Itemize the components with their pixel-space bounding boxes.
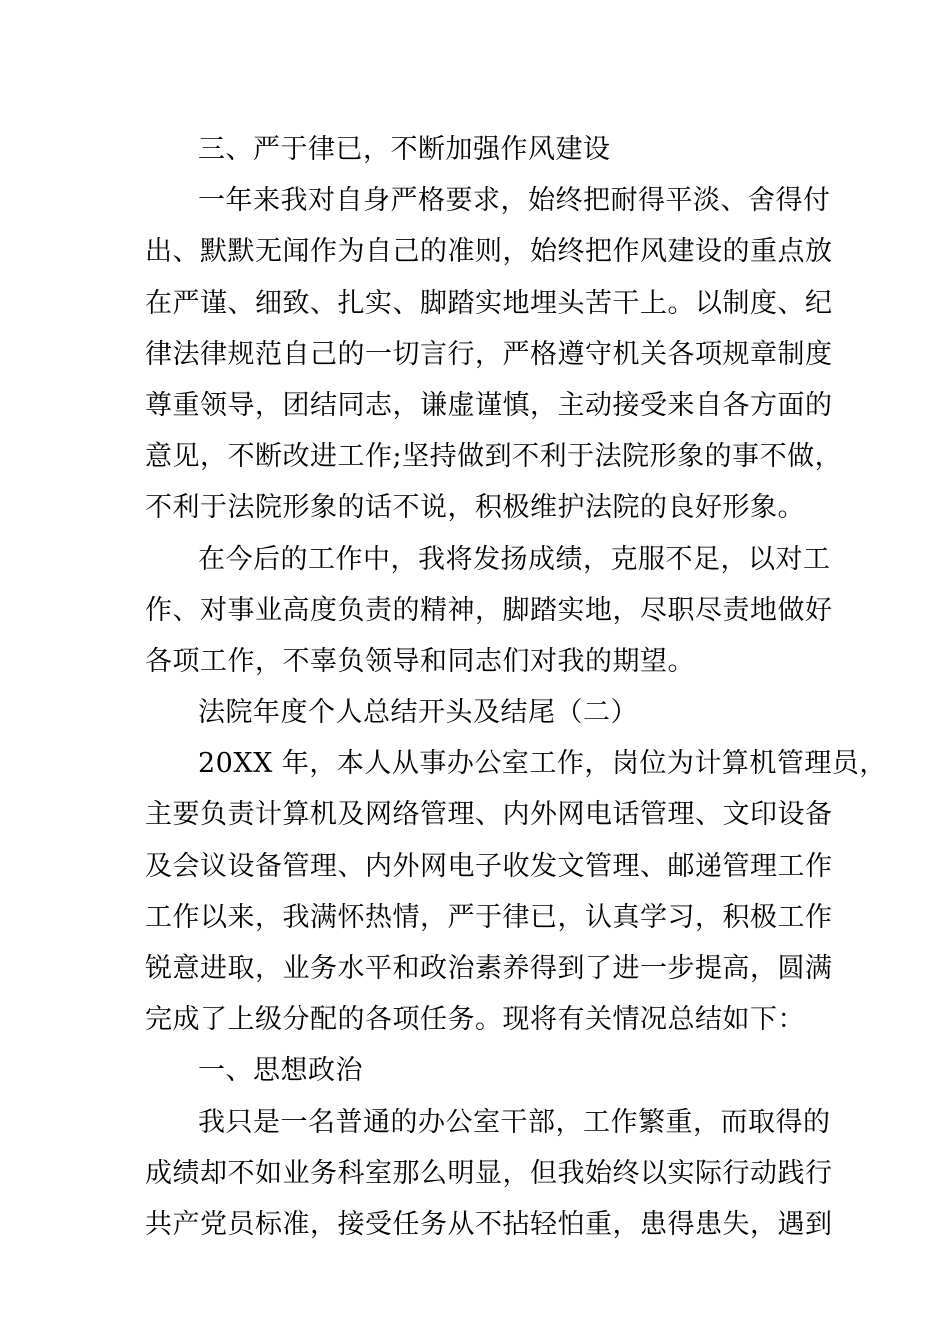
paragraph-line: 一年来我对自身严格要求，始终把耐得平淡、舍得付: [198, 185, 831, 217]
paragraph-line: 出、默默无闻作为自己的准则，始终把作风建设的重点放: [145, 236, 833, 268]
section-heading: 三、严于律已，不断加强作风建设: [198, 134, 611, 165]
paragraph-line: 不利于法院形象的话不说，积极维护法院的良好形象。: [145, 492, 805, 524]
paragraph-line: 锐意进取，业务水平和政治素养得到了进一步提高，圆满: [145, 953, 833, 984]
paragraph-line: 工作以来，我满怀热情，严于律已，认真学习，积极工作: [145, 901, 833, 933]
paragraph-line: 作、对事业高度负责的精神，脚踏实地，尽职尽责地做好: [145, 594, 833, 626]
paragraph-line: 在今后的工作中，我将发扬成绩，克服不足，以对工: [198, 543, 831, 575]
paragraph-line: 在严谨、细致、扎实、脚踏实地埋头苦干上。以制度、纪: [145, 287, 833, 319]
paragraph-line: 律法律规范自己的一切言行，严格遵守机关各项规章制度: [145, 338, 833, 370]
paragraph-line: 及会议设备管理、内外网电子收发文管理、邮递管理工作: [145, 850, 833, 882]
paragraph-line: 尊重领导，团结同志，谦虚谨慎，主动接受来自各方面的: [145, 389, 833, 421]
paragraph-line: 完成了上级分配的各项任务。现将有关情况总结如下：: [145, 1004, 805, 1036]
paragraph-line: 意见，不断改进工作;坚持做到不利于法院形象的事不做，: [145, 441, 843, 473]
document-title: 法院年度个人总结开头及结尾（二）: [198, 697, 638, 729]
paragraph-line: 20XX 年，本人从事办公室工作，岗位为计算机管理员，: [198, 748, 887, 780]
paragraph-line: 各项工作，不辜负领导和同志们对我的期望。: [145, 645, 695, 677]
document-body: [145, 124, 887, 1250]
paragraph-line: 成绩却不如业务科室那么明显，但我始终以实际行动践行: [145, 1157, 833, 1189]
section-heading: 一、思想政治: [198, 1055, 363, 1087]
paragraph-line: 主要负责计算机及网络管理、内外网电话管理、文印设备: [145, 799, 833, 831]
paragraph-line: 我只是一名普通的办公室干部，工作繁重，而取得的: [198, 1106, 831, 1138]
paragraph-line: 共产党员标准，接受任务从不拈轻怕重，患得患失，遇到: [145, 1208, 833, 1240]
